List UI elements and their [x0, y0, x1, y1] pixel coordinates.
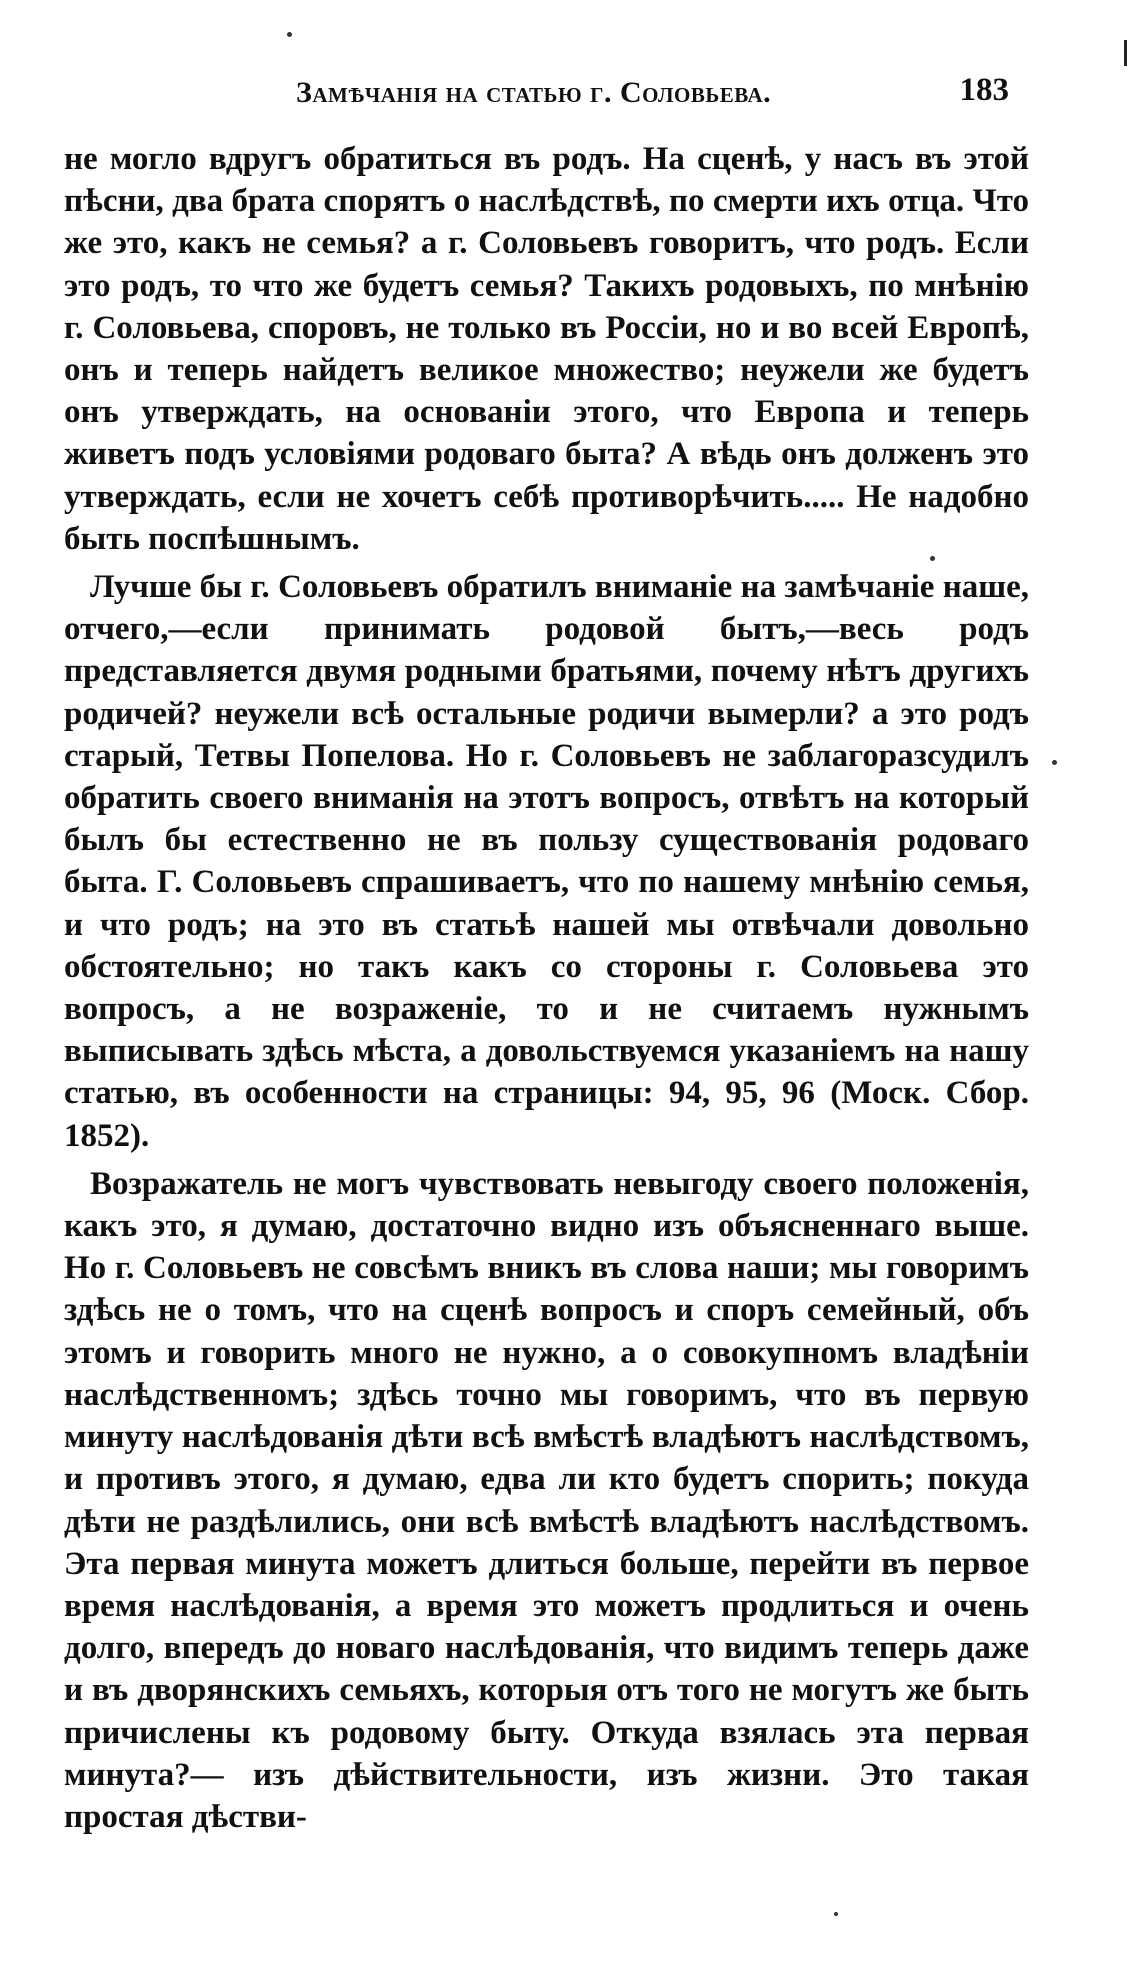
scan-edge-mark	[1124, 40, 1127, 66]
ink-speck	[834, 1912, 838, 1916]
paragraph-1: не могло вдругъ обратиться въ родъ. На сценѣ, у насъ въ этой пѣсни, два брата спорятъ о наслѣдствѣ, по смерти ихъ отца. Что же это, какъ не семья? а г. Соловьевъ говоритъ, что родъ. Если это родъ, то что же будетъ семья? Такихъ родовыхъ, по мнѣнію г. Соловьева, споровъ, не только въ Россіи, но и во всей Европѣ, онъ и теперь найдетъ великое множество; неужели же будетъ онъ утверждать, на основаніи этого, что Европа и теперь живетъ подъ условіями родоваго быта? А вѣдь онъ долженъ это утверждать, если не хочетъ себѣ противорѣчить..... Не надобно быть поспѣшнымъ.	[64, 141, 1029, 557]
running-title: Замѣчанія на статью г. Соловьева.	[296, 76, 772, 109]
paragraph-3: Возражатель не могъ чувствовать невыгоду своего положенія, какъ это, я думаю, достаточно видно изъ объясненнаго выше. Но г. Соловьевъ не совсѣмъ вникъ въ слова наши; мы говоримъ здѣсь не о томъ, что на сценѣ вопросъ и споръ семейный, объ этомъ и говорить много не нужно, а о совокупномъ владѣніи наслѣдственномъ; здѣсь точно мы говоримъ, что въ первую минуту наслѣдованія дѣти всѣ вмѣстѣ владѣютъ наслѣдствомъ, и противъ этого, я думаю, едва ли кто будетъ спорить; покуда дѣти не раздѣлились, они всѣ вмѣстѣ владѣютъ наслѣдствомъ. Эта первая минута можетъ длиться больше, перейти въ первое время наслѣдованія, а время это можетъ продлиться и очень долго, впередъ до новаго наслѣдованія, что видимъ теперь даже и въ дворянскихъ семьяхъ, которыя отъ того не могутъ же быть причислены къ родовому быту. Откуда взялась эта первая минута?— изъ дѣйствительности, изъ жизни. Это такая простая дѣстви-	[64, 1165, 1029, 1835]
ink-speck	[930, 556, 935, 561]
paragraph-2: Лучше бы г. Соловьевъ обратилъ вниманіе на замѣчаніе наше, отчего,—если принимать родовой бытъ,—весь родъ представляется двумя родными братьями, почему нѣтъ другихъ родичей? неужели всѣ остальные родичи вымерли? а это родъ старый, Тетвы Попелова. Но г. Соловьевъ не заблагоразсудилъ обратить своего вниманія на этотъ вопросъ, отвѣтъ на который былъ бы естественно не въ пользу существованія родоваго быта. Г. Соловьевъ спрашиваетъ, что по нашему мнѣнію семья, и что родъ; на это въ статьѣ нашей мы отвѣчали довольно обстоятельно; но такъ какъ со стороны г. Соловьева это вопросъ, а не возраженіе, то и не считаемъ нужнымъ выписывать здѣсь мѣста, а довольствуемся указаніемъ на нашу статью, въ особенности на страницы: 94, 95, 96 (Моск. Сбор. 1852).	[64, 569, 1029, 1154]
ink-speck	[287, 32, 292, 37]
ink-speck	[1052, 760, 1057, 765]
body-text	[64, 138, 1029, 1838]
page-number: 183	[959, 72, 1009, 108]
page-header	[64, 70, 1029, 120]
